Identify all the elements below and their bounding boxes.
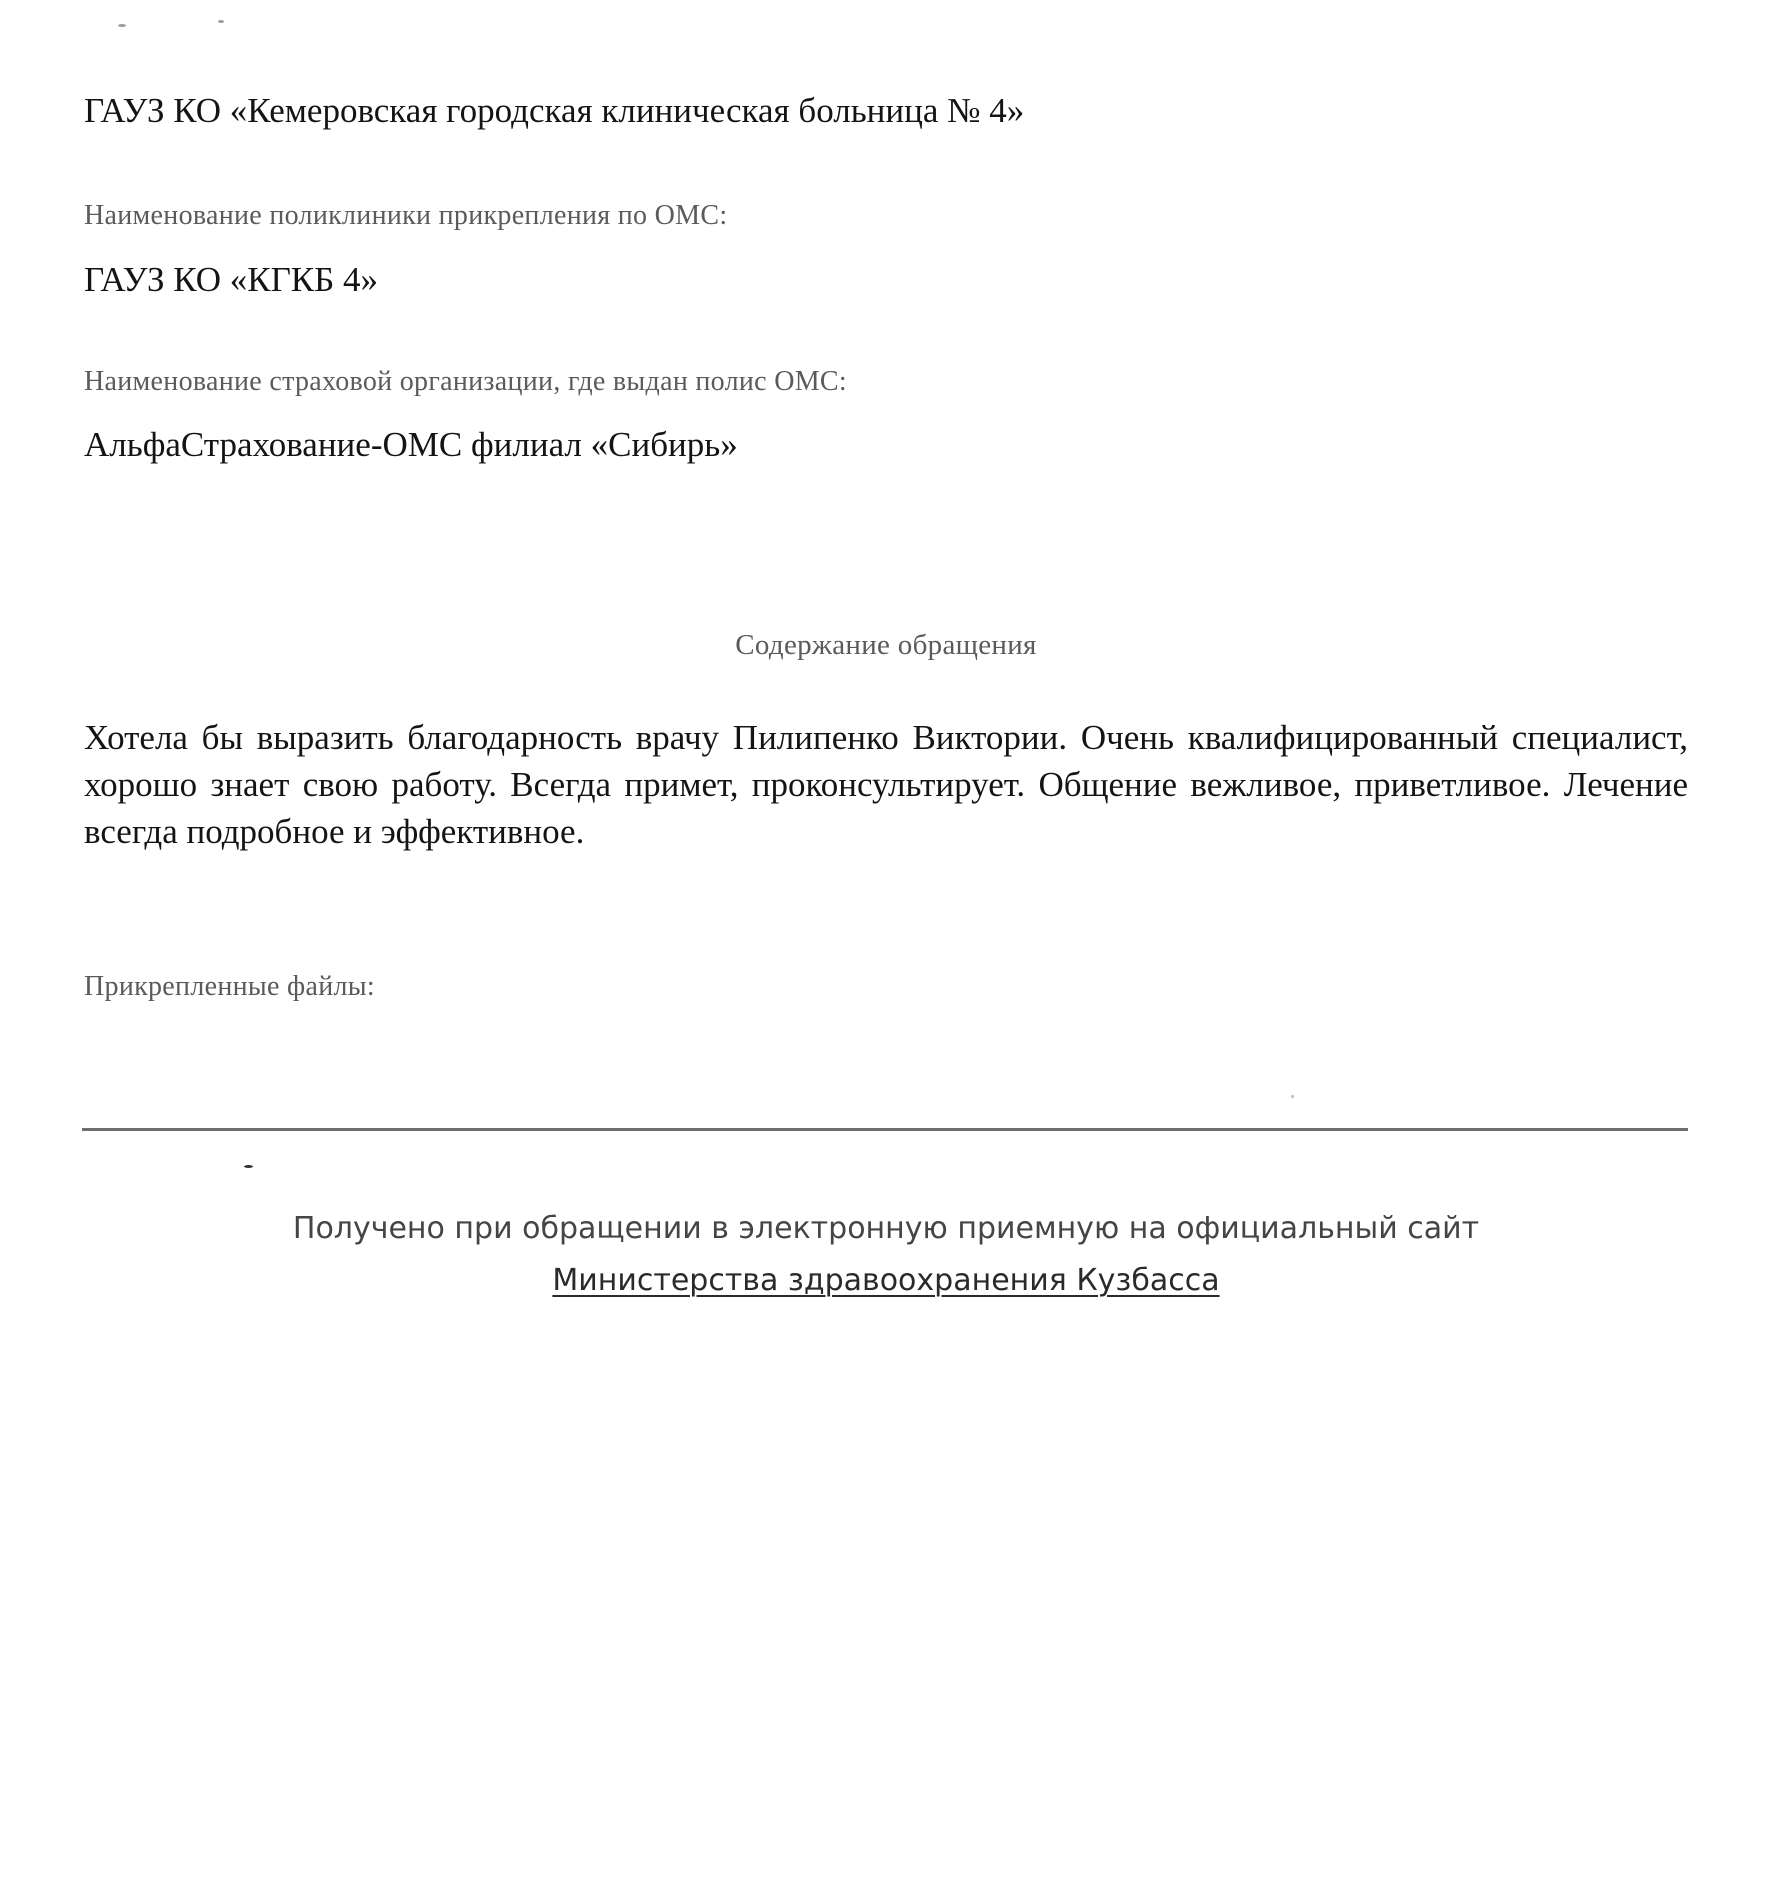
appeal-section-title: Содержание обращения bbox=[735, 629, 1037, 661]
footer-link-container bbox=[0, 1262, 1772, 1300]
insurer-value: АльфаСтрахование-ОМС филиал «Сибирь» bbox=[84, 425, 738, 464]
divider-line bbox=[82, 1128, 1688, 1131]
appeal-text: Хотела бы выразить благодарность врачу Пилипенко Виктории. Очень квалифицированный специалист, хорошо знает свою работу. Всегда примет, проконсультирует. Общение вежливое, приветливое. Лечение всегда подробное и эффективное. bbox=[84, 718, 1688, 851]
footer-note: Получено при обращении в электронную приемную на официальный сайт bbox=[292, 1211, 1480, 1246]
attached-files-label: Прикрепленные файлы: bbox=[84, 971, 375, 1002]
clinic-label: Наименование поликлиники прикрепления по ОМС: bbox=[84, 200, 728, 231]
ministry-link[interactable]: Министерства здравоохранения Кузбасса bbox=[552, 1263, 1220, 1298]
clinic-value: ГАУЗ КО «КГКБ 4» bbox=[84, 260, 378, 299]
organization-title: ГАУЗ КО «Кемеровская городская клиническая больница № 4» bbox=[84, 91, 1025, 130]
scan-speck bbox=[244, 1165, 253, 1168]
scan-speck bbox=[118, 24, 126, 27]
scan-speck bbox=[1291, 1095, 1294, 1098]
scan-speck bbox=[218, 20, 224, 23]
insurer-label: Наименование страховой организации, где выдан полис ОМС: bbox=[84, 366, 847, 397]
